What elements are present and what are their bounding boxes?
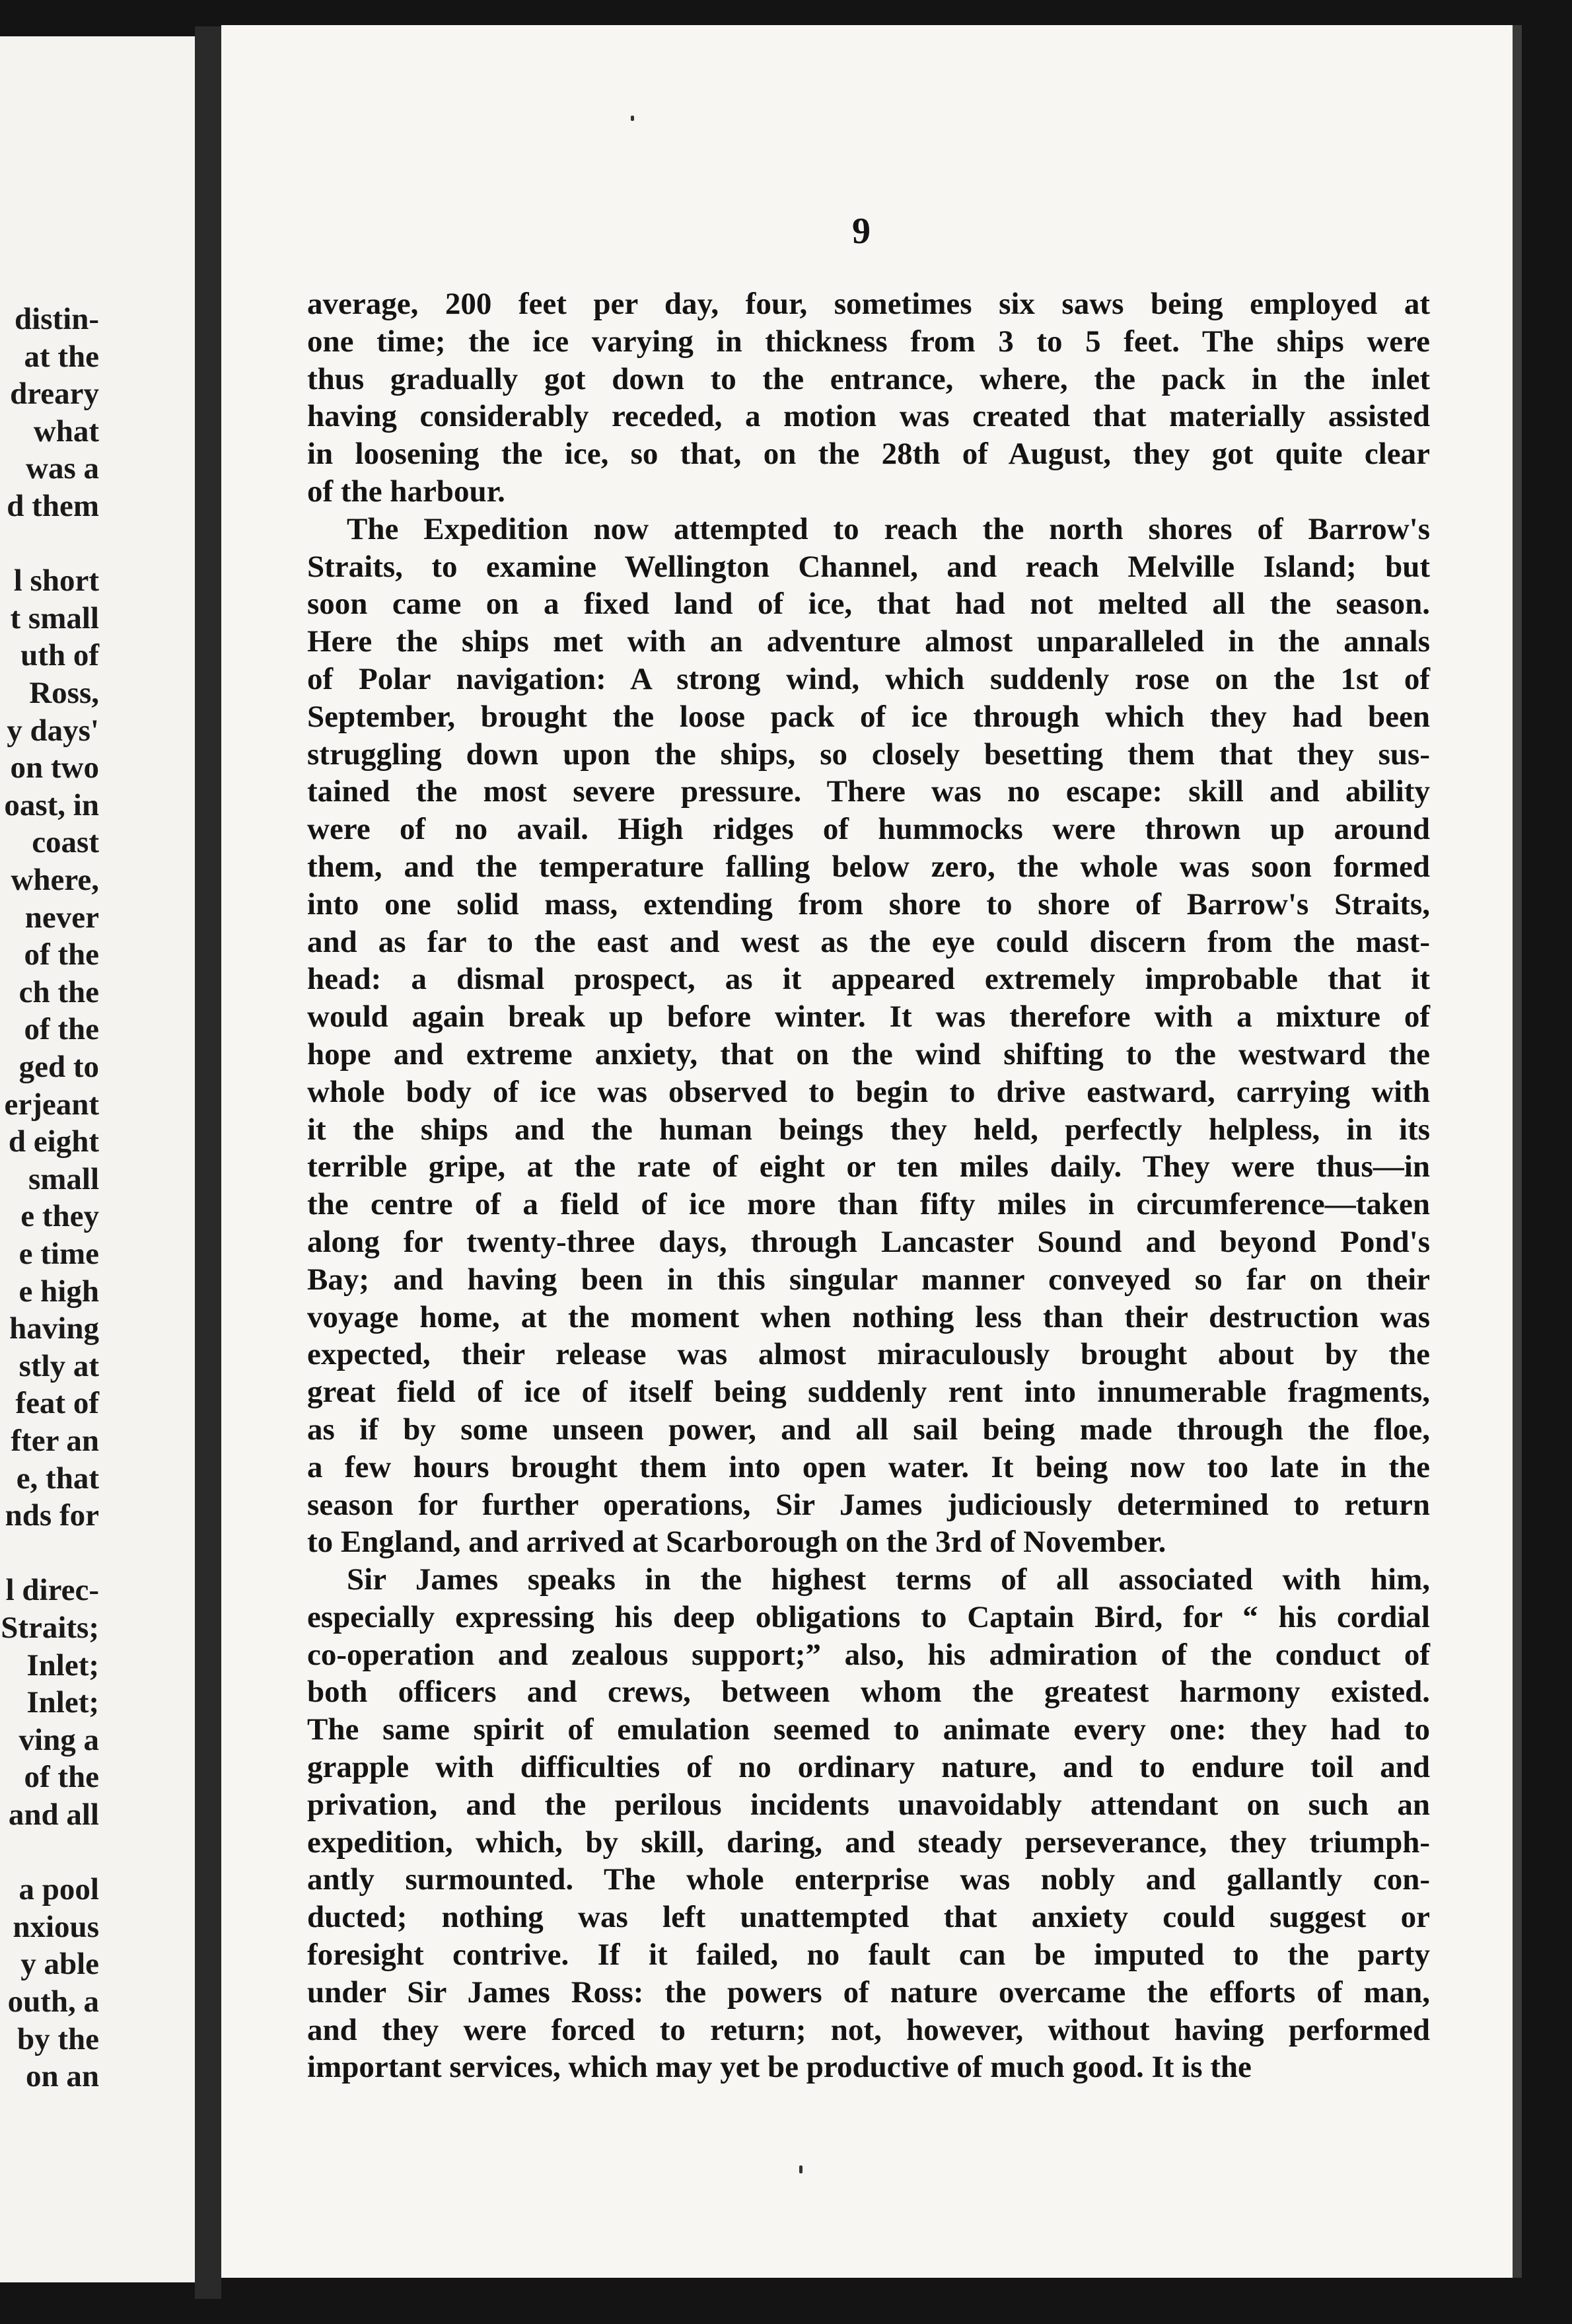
facing-page-line: at the <box>24 339 99 374</box>
facing-page-line: of the <box>24 937 99 972</box>
text-line: co-operation and zealous support;” also, his admiration of the conduct of <box>307 1637 1430 1672</box>
facing-page-line: was a <box>26 451 99 486</box>
text-line: privation, and the perilous incidents unavoidably attendant on such an <box>307 1787 1430 1822</box>
text-line: voyage home, at the moment when nothing less than their destruction was <box>307 1299 1430 1334</box>
text-line: them, and the temperature falling below zero, the whole was soon formed <box>307 849 1430 884</box>
facing-page-line: of the <box>24 1760 99 1795</box>
facing-page-line: e high <box>18 1274 99 1309</box>
facing-page-line: nds for <box>5 1498 99 1533</box>
facing-page-line: d them <box>7 489 99 523</box>
facing-page-line: on two <box>10 750 99 785</box>
text-line: Here the ships met with an adventure almost unparalleled in the annals <box>307 624 1430 659</box>
facing-page-line: y days' <box>7 713 99 748</box>
facing-page-line: Ross, <box>29 676 99 710</box>
facing-page-line: a pool <box>18 1872 99 1907</box>
facing-page-line: small <box>28 1161 99 1196</box>
facing-page-line: of the <box>24 1012 99 1047</box>
body-text <box>307 285 1430 2086</box>
text-line: Sir James speaks in the highest terms of all associated with him, <box>347 1562 1430 1597</box>
facing-page-line: on an <box>25 2059 99 2094</box>
text-line: season for further operations, Sir James judiciously determined to return <box>307 1487 1430 1522</box>
text-line: September, brought the loose pack of ice through which they had been <box>307 699 1430 734</box>
facing-page-line: never <box>24 900 99 935</box>
text-line: grapple with difficulties of no ordinary nature, and to endure toil and <box>307 1750 1430 1785</box>
text-line: one time; the ice varying in thickness from 3 to 5 feet. The ships were <box>307 324 1430 359</box>
facing-page-line: what <box>33 414 99 449</box>
text-line: foresight contrive. If it failed, no fault can be imputed to the party <box>307 1938 1430 1973</box>
facing-page-line: l direc- <box>5 1573 99 1608</box>
text-line: expedition, which, by skill, daring, and steady perseverance, they triumph- <box>307 1825 1430 1860</box>
facing-page <box>0 36 195 2282</box>
text-line: important services, which may yet be productive of much good. It is the <box>307 2050 1252 2085</box>
text-line: thus gradually got down to the entrance, where, the pack in the inlet <box>307 361 1430 396</box>
text-line: The same spirit of emulation seemed to animate every one: they had to <box>307 1712 1430 1747</box>
facing-page-line: uth of <box>20 638 99 673</box>
text-line: under Sir James Ross: the powers of nature overcame the efforts of man, <box>307 1975 1430 2010</box>
facing-page-line: e they <box>20 1199 99 1234</box>
facing-page-line: erjeant <box>4 1087 99 1122</box>
text-line: struggling down upon the ships, so closely besetting them that they sus- <box>307 737 1430 772</box>
text-line: into one solid mass, extending from shore to shore of Barrow's Straits, <box>307 887 1430 922</box>
text-line: head: a dismal prospect, as it appeared extremely improbable that it <box>307 962 1430 997</box>
facing-page-line: Straits; <box>1 1611 99 1645</box>
text-line: great field of ice of itself being suddenly rent into innumerable fragments, <box>307 1375 1430 1410</box>
facing-page-line: and all <box>8 1797 99 1832</box>
text-line: and they were forced to return; not, however, without having performed <box>307 2012 1430 2047</box>
text-line: to England, and arrived at Scarborough on the 3rd of November. <box>307 1525 1166 1560</box>
text-line: both officers and crews, between whom the greatest harmony existed. <box>307 1675 1430 1710</box>
book-gutter <box>195 26 221 2299</box>
ink-speck <box>799 2165 803 2173</box>
text-line: ducted; nothing was left unattempted that anxiety could suggest or <box>307 1900 1430 1935</box>
facing-page-line: t small <box>10 600 99 635</box>
ink-speck <box>631 116 634 121</box>
facing-page-line: e time <box>18 1237 99 1271</box>
text-line: would again break up before winter. It was therefore with a mixture of <box>307 999 1430 1035</box>
facing-page-line: nxious <box>13 1909 99 1944</box>
page-edge <box>1513 25 1522 2278</box>
text-line: whole body of ice was observed to begin to drive eastward, carrying with <box>307 1074 1430 1109</box>
facing-page-line: by the <box>17 2021 99 2056</box>
text-line: soon came on a fixed land of ice, that had not melted all the season. <box>307 587 1430 622</box>
text-line: average, 200 feet per day, four, sometimes six saws being employed at <box>307 287 1430 321</box>
facing-page-line: d eight <box>8 1124 99 1159</box>
facing-page-line: dreary <box>10 377 99 412</box>
text-line: it the ships and the human beings they held, perfectly helpless, in its <box>307 1112 1430 1147</box>
text-line: were of no avail. High ridges of hummocks were thrown up around <box>307 812 1430 847</box>
text-line: hope and extreme anxiety, that on the wind shifting to the westward the <box>307 1036 1430 1071</box>
text-line: Straits, to examine Wellington Channel, and reach Melville Island; but <box>307 549 1430 584</box>
text-line: in loosening the ice, so that, on the 28th of August, they got quite clear <box>307 437 1430 472</box>
text-line: Bay; and having been in this singular manner conveyed so far on their <box>307 1262 1430 1297</box>
text-line: the centre of a field of ice more than fifty miles in circumference—taken <box>307 1187 1430 1222</box>
text-line: especially expressing his deep obligations to Captain Bird, for “ his cordial <box>307 1599 1430 1634</box>
text-line: terrible gripe, at the rate of eight or ten miles daily. They were thus—in <box>307 1149 1430 1184</box>
facing-page-line: where, <box>11 863 99 897</box>
text-line: antly surmounted. The whole enterprise was nobly and gallantly con- <box>307 1862 1430 1897</box>
facing-page-line: coast <box>32 825 99 860</box>
facing-page-line: e, that <box>16 1461 99 1496</box>
text-line: of Polar navigation: A strong wind, which suddenly rose on the 1st of <box>307 661 1430 696</box>
text-line: tained the most severe pressure. There was no escape: skill and ability <box>307 774 1430 809</box>
text-line: having considerably receded, a motion was created that materially assisted <box>307 399 1430 434</box>
facing-page-line: fter an <box>11 1424 99 1458</box>
facing-page-line: Inlet; <box>26 1648 99 1683</box>
facing-page-line: y able <box>20 1947 99 1982</box>
facing-page-line: l short <box>13 563 99 599</box>
text-line: expected, their release was almost miraculously brought about by the <box>307 1337 1430 1372</box>
facing-page-line: Inlet; <box>26 1685 99 1720</box>
facing-page-line: oast, in <box>4 787 99 822</box>
text-line: along for twenty-three days, through Lancaster Sound and beyond Pond's <box>307 1224 1430 1259</box>
facing-page-line: outh, a <box>7 1984 99 2019</box>
facing-page-line: distin- <box>15 302 99 336</box>
facing-page-line: having <box>9 1311 99 1346</box>
text-line: of the harbour. <box>307 474 505 509</box>
text-line: and as far to the east and west as the eye could discern from the mast- <box>307 924 1430 959</box>
facing-page-line: ged to <box>18 1050 99 1084</box>
facing-page-line: ving a <box>18 1722 99 1757</box>
page-number: 9 <box>852 211 871 252</box>
facing-page-line: feat of <box>15 1386 99 1421</box>
text-line: The Expedition now attempted to reach the north shores of Barrow's <box>347 511 1430 546</box>
text-line: as if by some unseen power, and all sail being made through the floe, <box>307 1412 1430 1447</box>
text-line: a few hours brought them into open water. It being now too late in the <box>307 1449 1430 1484</box>
facing-page-line: stly at <box>18 1348 99 1383</box>
facing-page-line: ch the <box>18 974 99 1009</box>
